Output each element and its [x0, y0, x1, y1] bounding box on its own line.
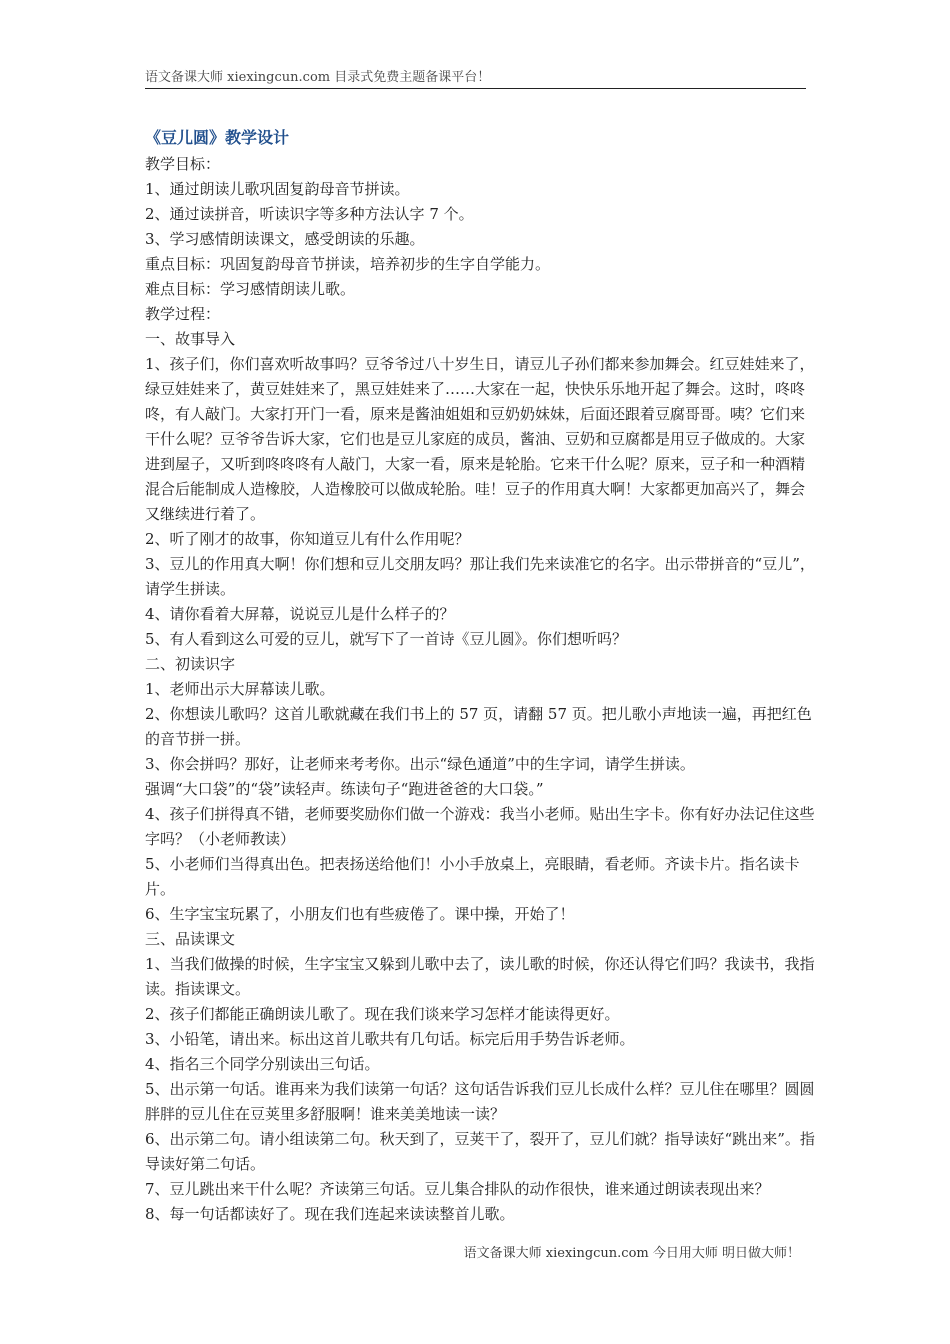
paragraph: 8、每一句话都读好了。现在我们连起来读读整首儿歌。: [145, 1205, 515, 1223]
page-header: [145, 70, 806, 89]
paragraph: 强调“大口袋”的“袋”读轻声。练读句子“跑进爸爸的大口袋。”: [145, 780, 544, 798]
header-text: 语文备课大师 xiexingcun.com 目录式免费主题备课平台！: [145, 70, 491, 85]
paragraph: 1、孩子们，你们喜欢听故事吗？豆爷爷过八十岁生日，请豆儿子孙们都来参加舞会。红豆娃娃来了，绿豆娃娃来了，黄豆娃娃来了，黑豆娃娃来了……大家在一起，快快乐乐地开起了舞会。这时，咚咚咚，有人敲门。大家打开门一看，原来是酱油姐姐和豆奶奶妹妹，后面还跟着豆腐哥哥。咦？它们来干什么呢？豆爷爷告诉大家，它们也是豆儿家庭的成员，酱油、豆奶和豆腐都是用豆子做成的。大家进到屋子，又听到咚咚咚有人敲门，大家一看，原来是轮胎。它来干什么呢？原来，豆子和一种酒精混合后能制成人造橡胶，人造橡胶可以做成轮胎。哇！豆子的作用真大啊！大家都更加高兴了，舞会又继续进行着了。: [145, 355, 815, 523]
footer-text: 语文备课大师 xiexingcun.com 今日用大师 明日做大师！: [463, 1246, 800, 1261]
paragraph: 一、故事导入: [145, 330, 236, 348]
paragraph: 教学目标：: [145, 155, 221, 173]
paragraph: 3、小铅笔，请出来。标出这首儿歌共有几句话。标完后用手势告诉老师。: [145, 1030, 635, 1048]
paragraph: 3、学习感情朗读课文，感受朗读的乐趣。: [145, 230, 425, 248]
paragraph: 1、通过朗读儿歌巩固复韵母音节拼读。: [145, 180, 410, 198]
document-body: [145, 124, 815, 1227]
paragraph: 4、请你看着大屏幕，说说豆儿是什么样子的？: [145, 605, 455, 623]
paragraph: 1、当我们做操的时候，生字宝宝又躲到儿歌中去了，读儿歌的时候，你还认得它们吗？我读书，我指读。指读课文。: [145, 955, 815, 998]
paragraph: 教学过程：: [145, 305, 221, 323]
paragraph: 3、你会拼吗？那好，让老师来考考你。出示“绿色通道”中的生字词，请学生拼读。: [145, 755, 695, 773]
paragraph: 7、豆儿跳出来干什么呢？齐读第三句话。豆儿集合排队的动作很快，谁来通过朗读表现出来？: [145, 1180, 770, 1198]
page-footer: [464, 1246, 800, 1262]
paragraph: 二、初读识字: [145, 655, 236, 673]
paragraph: 5、小老师们当得真出色。把表扬送给他们！小小手放桌上，亮眼睛，看老师。齐读卡片。指名读卡片。: [145, 855, 800, 898]
paragraph: 2、你想读儿歌吗？这首儿歌就藏在我们书上的 57 页，请翻 57 页。把儿歌小声地读一遍，再把红色的音节拼一拼。: [145, 705, 812, 748]
paragraph: 6、出示第二句。请小组读第二句。秋天到了，豆荚干了，裂开了，豆儿们就？指导读好“跳出来”。指导读好第二句话。: [145, 1130, 815, 1173]
document-title: 《豆儿圆》教学设计: [145, 128, 290, 147]
paragraph: 6、生字宝宝玩累了，小朋友们也有些疲倦了。课中操，开始了！: [145, 905, 575, 923]
paragraph: 1、老师出示大屏幕读儿歌。: [145, 680, 335, 698]
paragraph: 2、通过读拼音，听读识字等多种方法认字 7 个。: [145, 205, 474, 223]
paragraph: 5、有人看到这么可爱的豆儿，就写下了一首诗《豆儿圆》。你们想听吗？: [145, 630, 628, 648]
paragraph: 4、孩子们拼得真不错，老师要奖励你们做一个游戏：我当小老师。贴出生字卡。你有好办法记住这些字吗？（小老师教读）: [145, 805, 815, 848]
paragraph: 三、品读课文: [145, 930, 236, 948]
paragraph: 重点目标：巩固复韵母音节拼读，培养初步的生字自学能力。: [145, 255, 551, 273]
paragraph: 3、豆儿的作用真大啊！你们想和豆儿交朋友吗？那让我们先来读准它的名字。出示带拼音的“豆儿”，请学生拼读。: [145, 555, 815, 598]
paragraph: 2、听了刚才的故事，你知道豆儿有什么作用呢？: [145, 530, 470, 548]
paragraph: 2、孩子们都能正确朗读儿歌了。现在我们谈来学习怎样才能读得更好。: [145, 1005, 620, 1023]
paragraph: 5、出示第一句话。谁再来为我们读第一句话？这句话告诉我们豆儿长成什么样？豆儿住在哪里？圆圆胖胖的豆儿住在豆荚里多舒服啊！谁来美美地读一读？: [145, 1080, 815, 1123]
paragraph: 4、指名三个同学分别读出三句话。: [145, 1055, 380, 1073]
paragraph: 难点目标：学习感情朗读儿歌。: [145, 280, 356, 298]
paragraph-list: [145, 152, 815, 1227]
